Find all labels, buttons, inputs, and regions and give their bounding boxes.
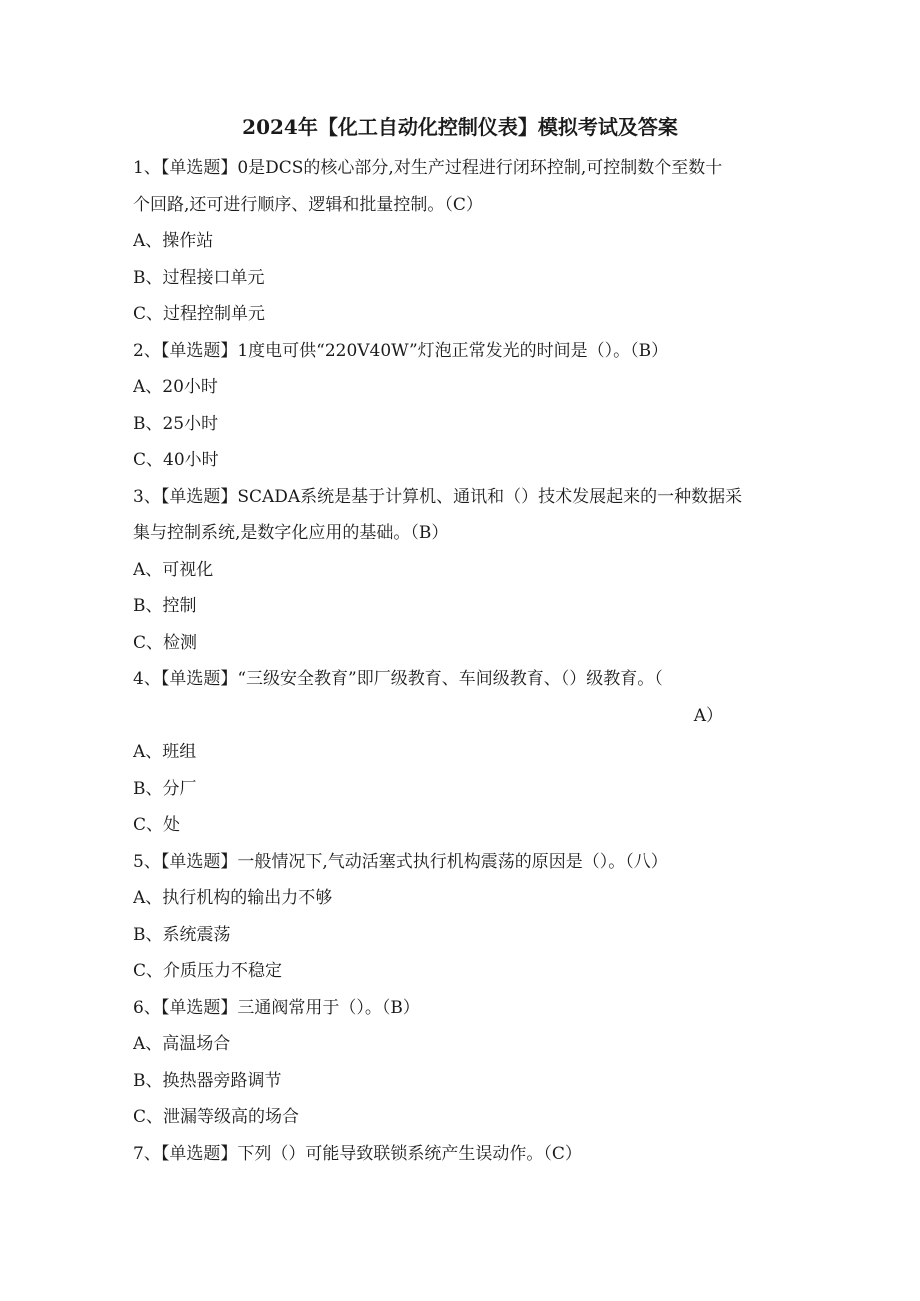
question-2-option-c: C、40小时 [133,450,219,470]
question-3-stem-line-2: 集与控制系统,是数字化应用的基础。（B） [133,523,449,543]
question-4-option-c: C、处 [133,815,181,835]
question-1-option-b: B、过程接口单元 [133,267,265,288]
question-5-option-c: C、介质压力不稳定 [133,961,283,981]
question-6-option-a: A、高温场合 [133,1034,231,1054]
question-2-option-a: A、20小时 [133,377,218,397]
question-4-answer: A） [693,705,723,726]
question-4-option-b: B、分厂 [133,778,197,799]
question-6-stem: 6、【单选题】三通阀常用于（）。（B） [133,997,420,1018]
question-4-stem: 4、【单选题】“三级安全教育”即厂级教育、车间级教育、（）级教育。（ [133,669,663,689]
question-5-option-a: A、执行机构的输出力不够 [133,888,333,908]
question-1-stem-line-1: 1、【单选题】0是DCS的核心部分,对生产过程进行闭环控制,可控制数个至数十 [133,158,723,178]
question-1-stem-line-2: 个回路,还可进行顺序、逻辑和批量控制。（C） [133,194,483,215]
question-5-stem: 5、【单选题】一般情况下,气动活塞式执行机构震荡的原因是（）。（八） [133,851,668,872]
question-6-option-c: C、泄漏等级高的场合 [133,1107,300,1127]
question-3-option-b: B、控制 [133,596,197,616]
question-6-option-b: B、换热器旁路调节 [133,1070,282,1091]
question-3-option-c: C、检测 [133,632,198,653]
question-3-option-a: A、可视化 [133,559,214,580]
question-3-stem-line-1: 3、【单选题】SCADA系统是基于计算机、通讯和（）技术发展起来的一种数据采 [133,486,743,507]
question-1-option-c: C、过程控制单元 [133,304,266,324]
question-4-option-a: A、班组 [133,742,197,762]
question-5-option-b: B、系统震荡 [133,924,231,945]
page-title: 2024年【化工自动化控制仪表】模拟考试及答案 [242,115,678,139]
question-7-stem: 7、【单选题】下列（）可能导致联锁系统产生误动作。（C） [133,1143,582,1164]
question-list [133,150,793,1172]
question-2-stem: 2、【单选题】1度电可供“220V40W”灯泡正常发光的时间是（）。（B） [133,340,669,361]
question-2-option-b: B、25小时 [133,413,219,434]
question-1-option-a: A、操作站 [133,231,214,251]
